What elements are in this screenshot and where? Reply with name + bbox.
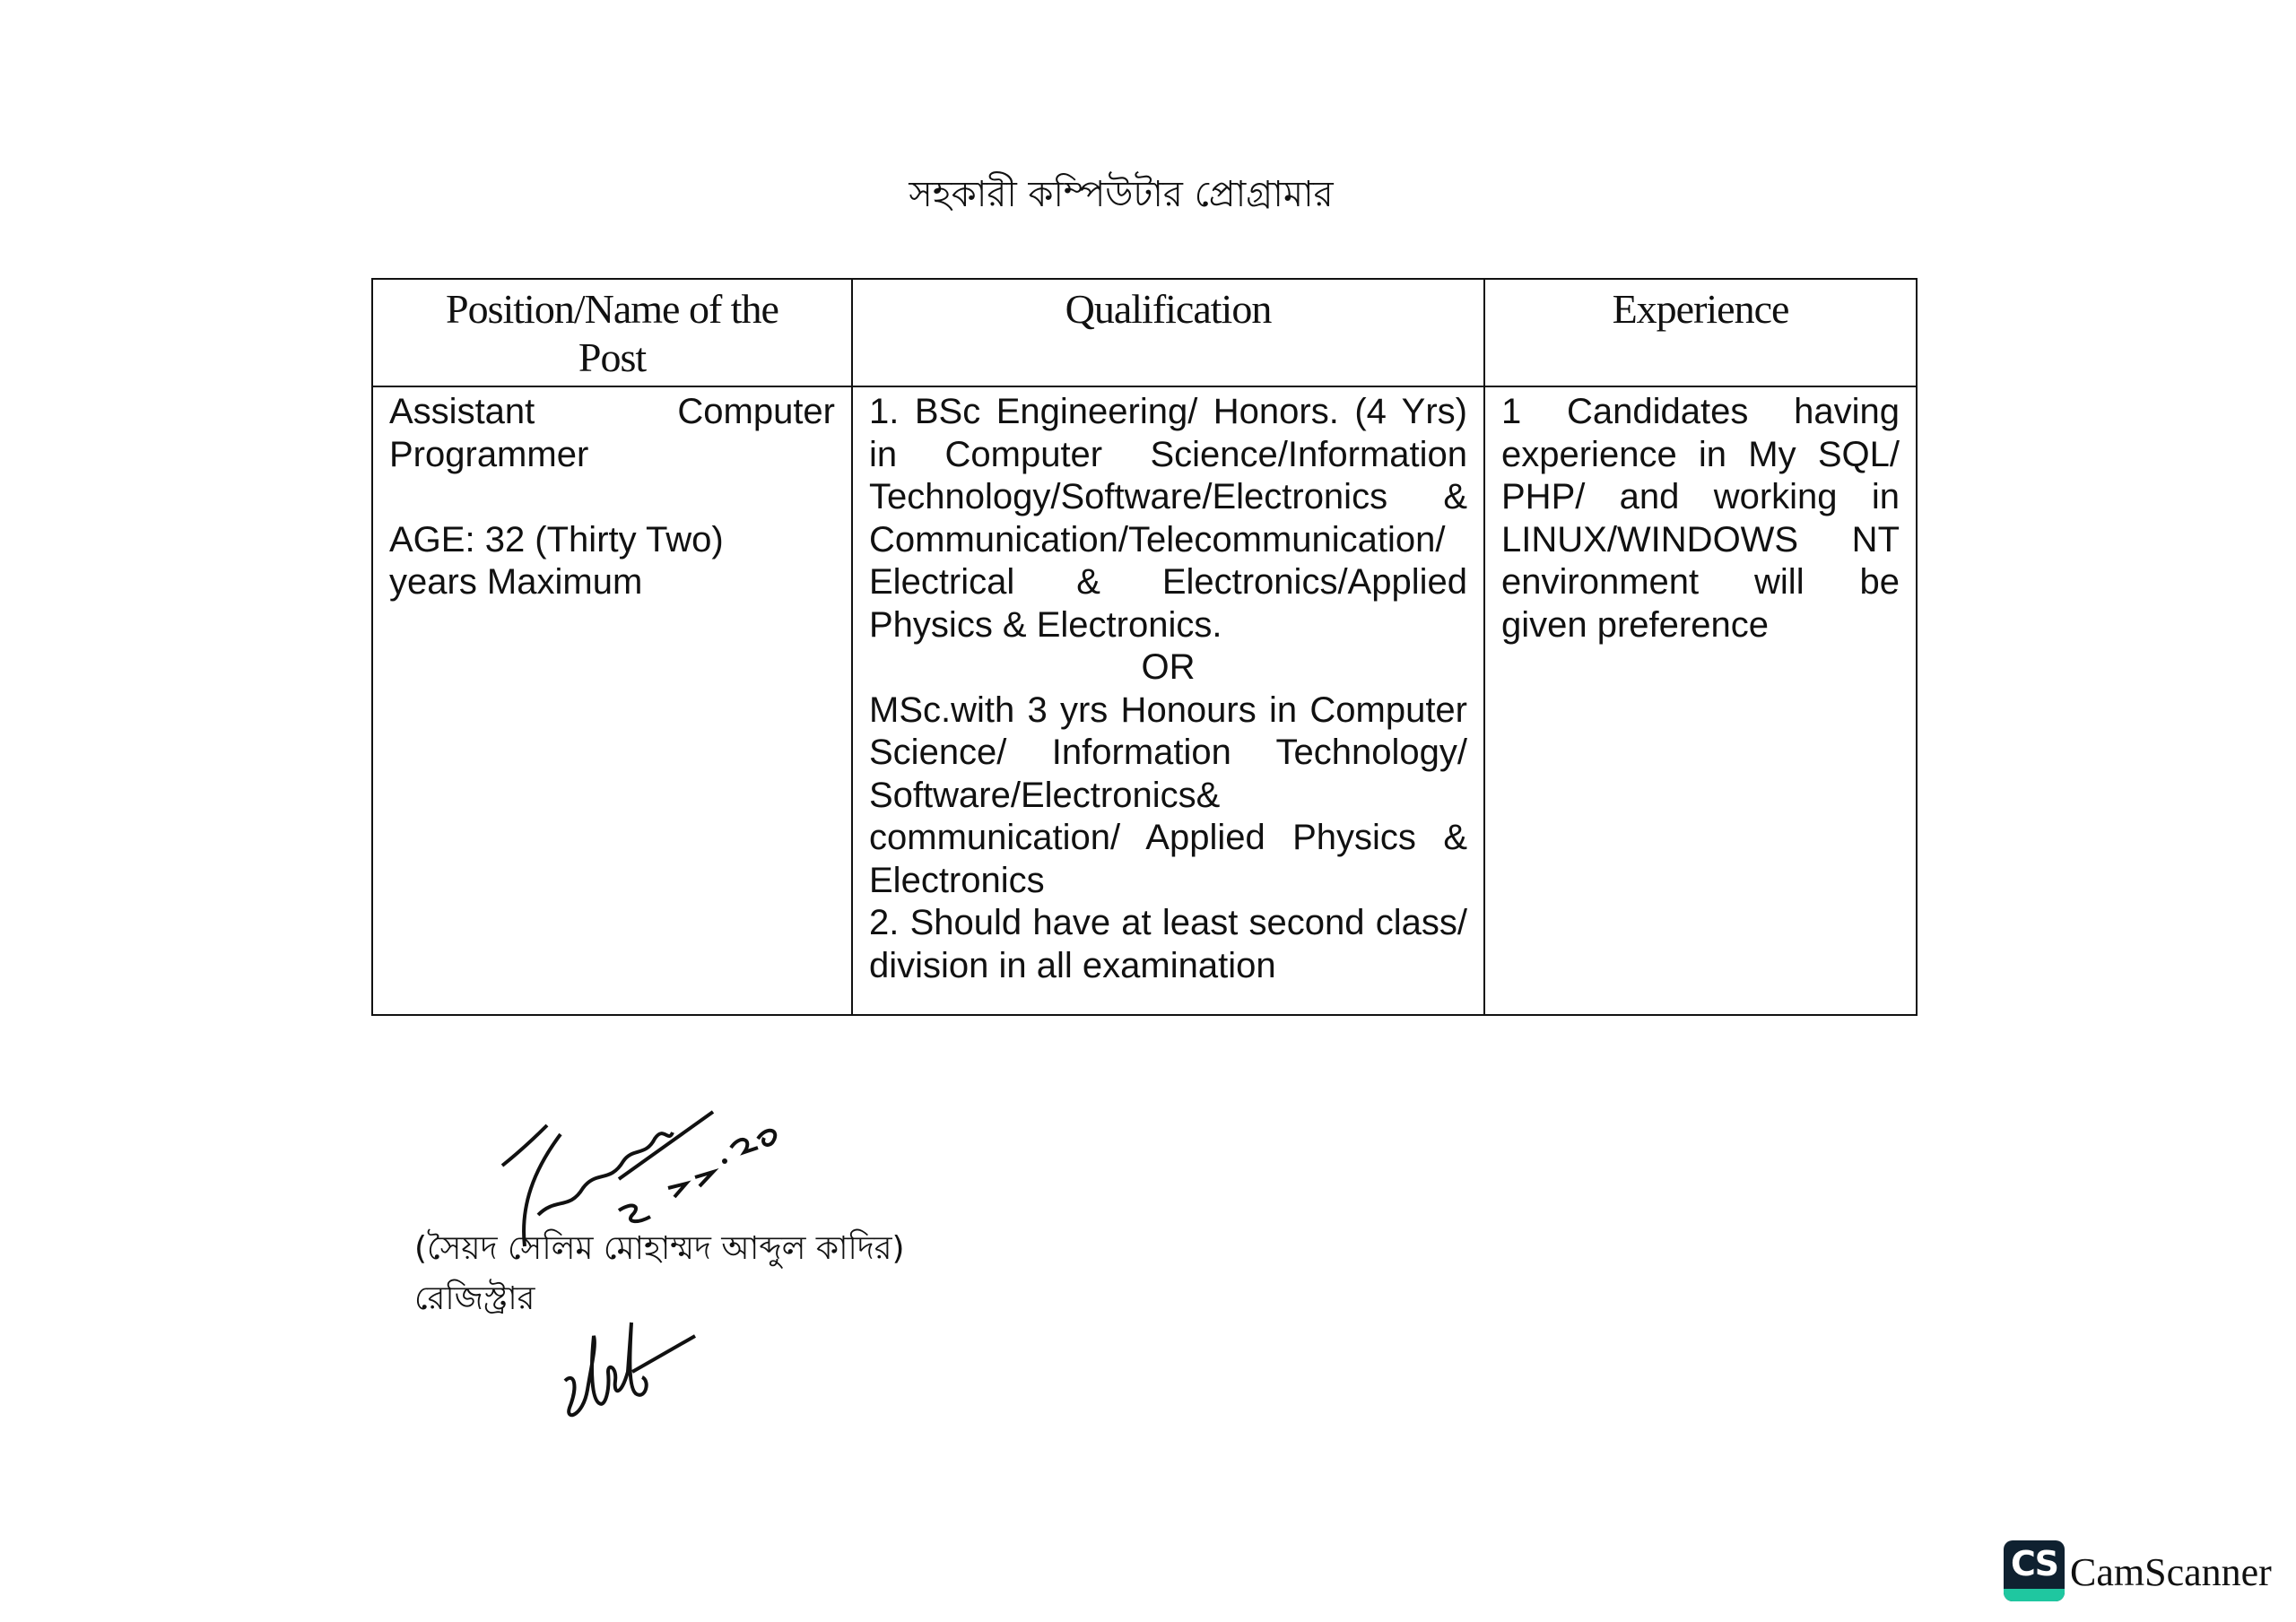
qualification-line: Technology/Software/Electronics & (869, 477, 1467, 516)
header-position-line: Position/Name of the (446, 286, 778, 332)
cell-position (372, 386, 852, 1015)
header-qualification: Qualification (852, 279, 1484, 386)
qualification-line: MSc.with 3 yrs Honours in Computer (869, 690, 1467, 730)
qualification-line: Electronics (869, 860, 1045, 900)
qualification-line: Software/Electronics& (869, 775, 1221, 815)
signature-initials (556, 1318, 700, 1426)
signatory-designation: রেজিস্ট্রার (414, 1280, 535, 1317)
experience-line: LINUX/WINDOWS NT (1501, 519, 1900, 559)
camscanner-watermark: CamScanner (2070, 1550, 2272, 1594)
page-title: সহকারী কম্পিউটার প্রোগ্রামার (909, 174, 1334, 215)
qualification-line: division in all examination (869, 945, 1276, 985)
qualification-line: 1. BSc Engineering/ Honors. (4 Yrs) (869, 392, 1467, 431)
table-row (372, 386, 1917, 1015)
position-line: Assistant Computer (389, 392, 835, 431)
qualification-line: Communication/Telecommunication/ (869, 519, 1446, 559)
post-table (371, 278, 1918, 1016)
header-experience: Experience (1484, 279, 1917, 386)
age-line: AGE: 32 (Thirty Two) (389, 519, 724, 559)
qualification-line: 2. Should have at least second class/ (869, 903, 1467, 942)
experience-line: PHP/ and working in (1501, 477, 1900, 516)
experience-line: environment will be (1501, 562, 1900, 602)
position-line: Programmer (389, 434, 589, 474)
experience-line: given preference (1501, 604, 1769, 645)
camscanner-logo-text: CS (2011, 1544, 2057, 1583)
camscanner-logo-icon (2004, 1540, 2065, 1601)
age-line: years Maximum (389, 562, 643, 602)
experience-line: 1 Candidates having (1501, 392, 1900, 431)
qualification-or: OR (1141, 647, 1196, 687)
table-header-row (372, 279, 1917, 386)
experience-line: experience in My SQL/ (1501, 434, 1900, 474)
qualification-line: communication/ Applied Physics & (869, 818, 1467, 857)
camscanner-logo-band (2004, 1589, 2065, 1601)
cell-experience (1484, 386, 1917, 1015)
signatory-name: (সৈয়দ সেলিম মোহাম্মদ আব্দুল কাদির) (414, 1230, 905, 1267)
qualification-line: Science/ Information Technology/ (869, 733, 1467, 772)
header-position (372, 279, 852, 386)
header-position-line: Post (578, 334, 647, 380)
cell-qualification (852, 386, 1484, 1015)
qualification-line: in Computer Science/Information (869, 434, 1467, 474)
qualification-line: Electrical & Electronics/Applied (869, 562, 1467, 602)
qualification-line: Physics & Electronics. (869, 604, 1222, 645)
signatory-block (414, 1224, 905, 1324)
spacer (389, 476, 835, 519)
